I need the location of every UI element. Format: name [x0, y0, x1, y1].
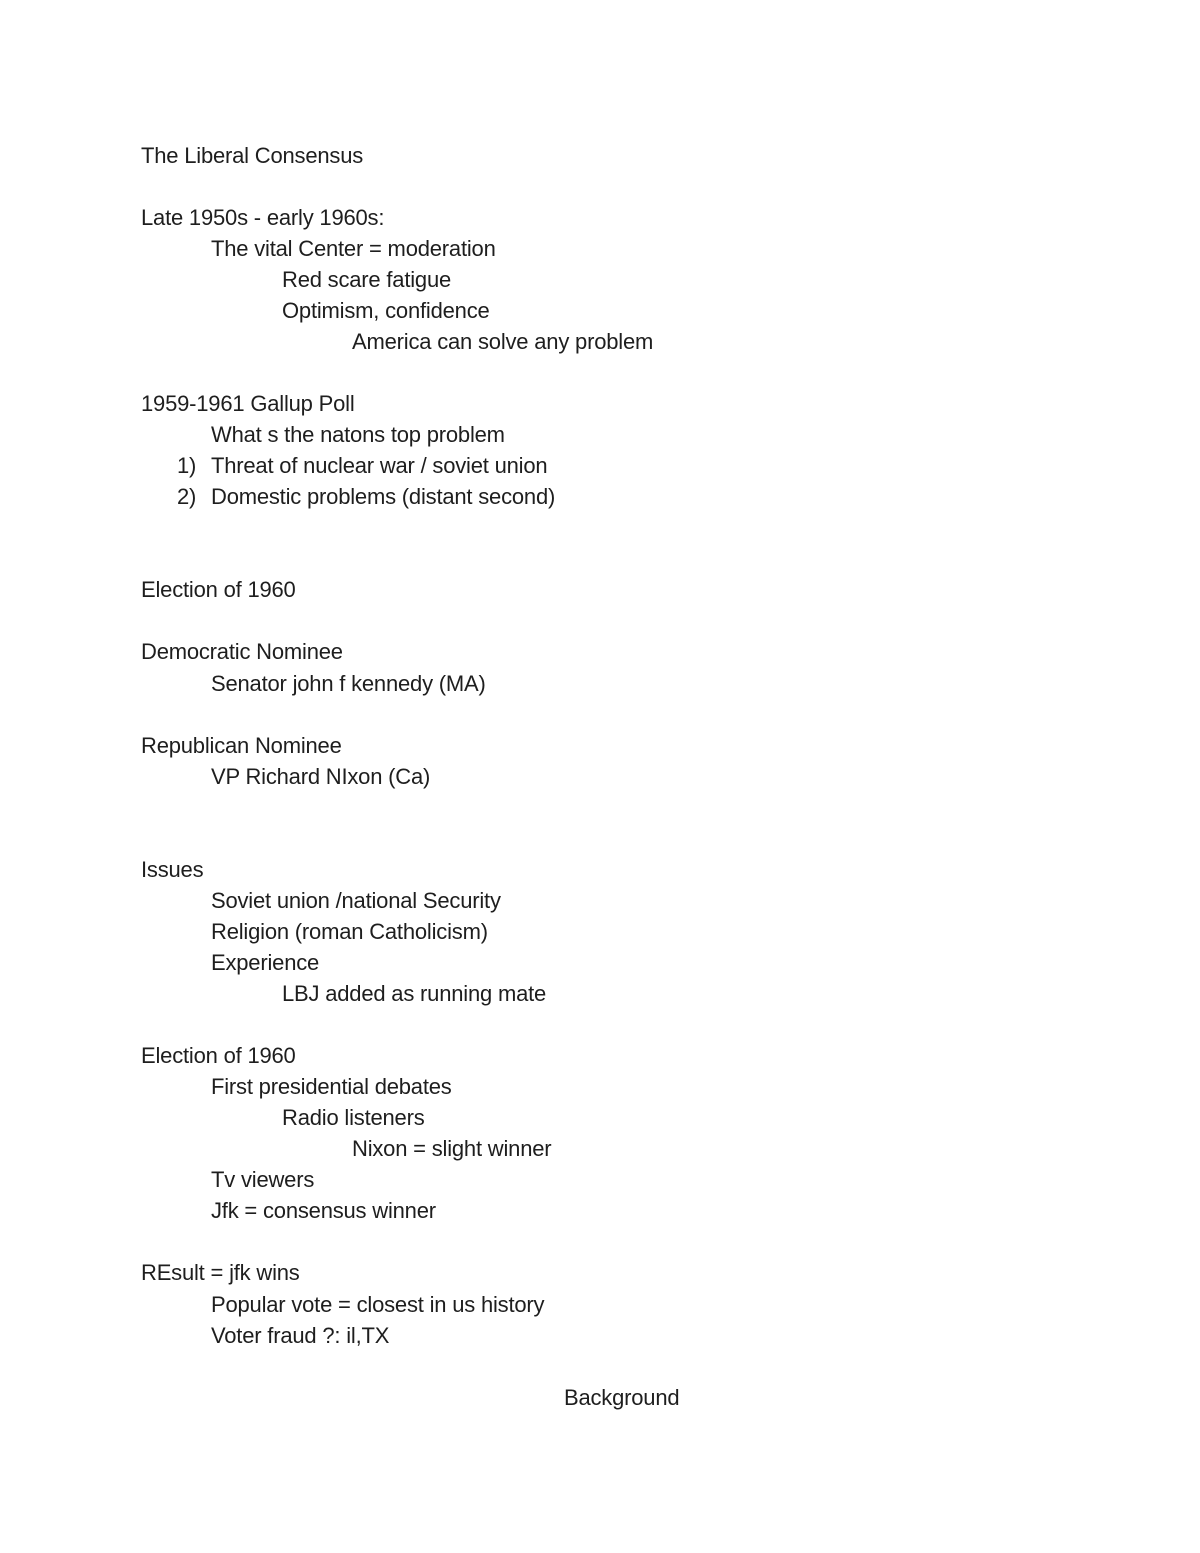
note-line: Issues	[141, 857, 204, 882]
note-line: First presidential debates	[211, 1074, 452, 1099]
note-line: REsult = jfk wins	[141, 1260, 300, 1285]
document-title: The Liberal Consensus	[141, 143, 364, 168]
note-line: Nixon = slight winner	[352, 1136, 552, 1161]
note-line: Religion (roman Catholicism)	[211, 919, 488, 944]
note-line: Popular vote = closest in us history	[211, 1292, 545, 1317]
note-line: The vital Center = moderation	[211, 236, 496, 261]
list-item: Domestic problems (distant second)	[211, 484, 556, 509]
note-line: Soviet union /national Security	[211, 888, 501, 913]
note-line: Voter fraud ?: il,TX	[211, 1323, 390, 1348]
note-line: Election of 1960	[141, 1043, 296, 1068]
note-line: Election of 1960	[141, 577, 296, 602]
list-item: Threat of nuclear war / soviet union	[211, 453, 548, 478]
note-line: Tv viewers	[211, 1167, 315, 1192]
note-line: LBJ added as running mate	[282, 981, 547, 1006]
note-line: Democratic Nominee	[141, 639, 343, 664]
note-line: What s the natons top problem	[211, 422, 505, 447]
note-line: 1959-1961 Gallup Poll	[141, 391, 355, 416]
note-line: Senator john f kennedy (MA)	[211, 671, 486, 696]
list-marker: 1)	[177, 453, 197, 478]
list-marker: 2)	[177, 484, 197, 509]
note-line: Republican Nominee	[141, 733, 342, 758]
note-line: Optimism, confidence	[282, 298, 490, 323]
note-line: Background	[564, 1385, 680, 1410]
note-line: Late 1950s - early 1960s:	[141, 205, 385, 230]
note-line: Jfk = consensus winner	[211, 1198, 436, 1223]
note-line: VP Richard NIxon (Ca)	[211, 764, 431, 789]
note-line: Experience	[211, 950, 320, 975]
note-line: Red scare fatigue	[282, 267, 452, 292]
note-line: America can solve any problem	[352, 329, 654, 354]
note-line: Radio listeners	[282, 1105, 425, 1130]
